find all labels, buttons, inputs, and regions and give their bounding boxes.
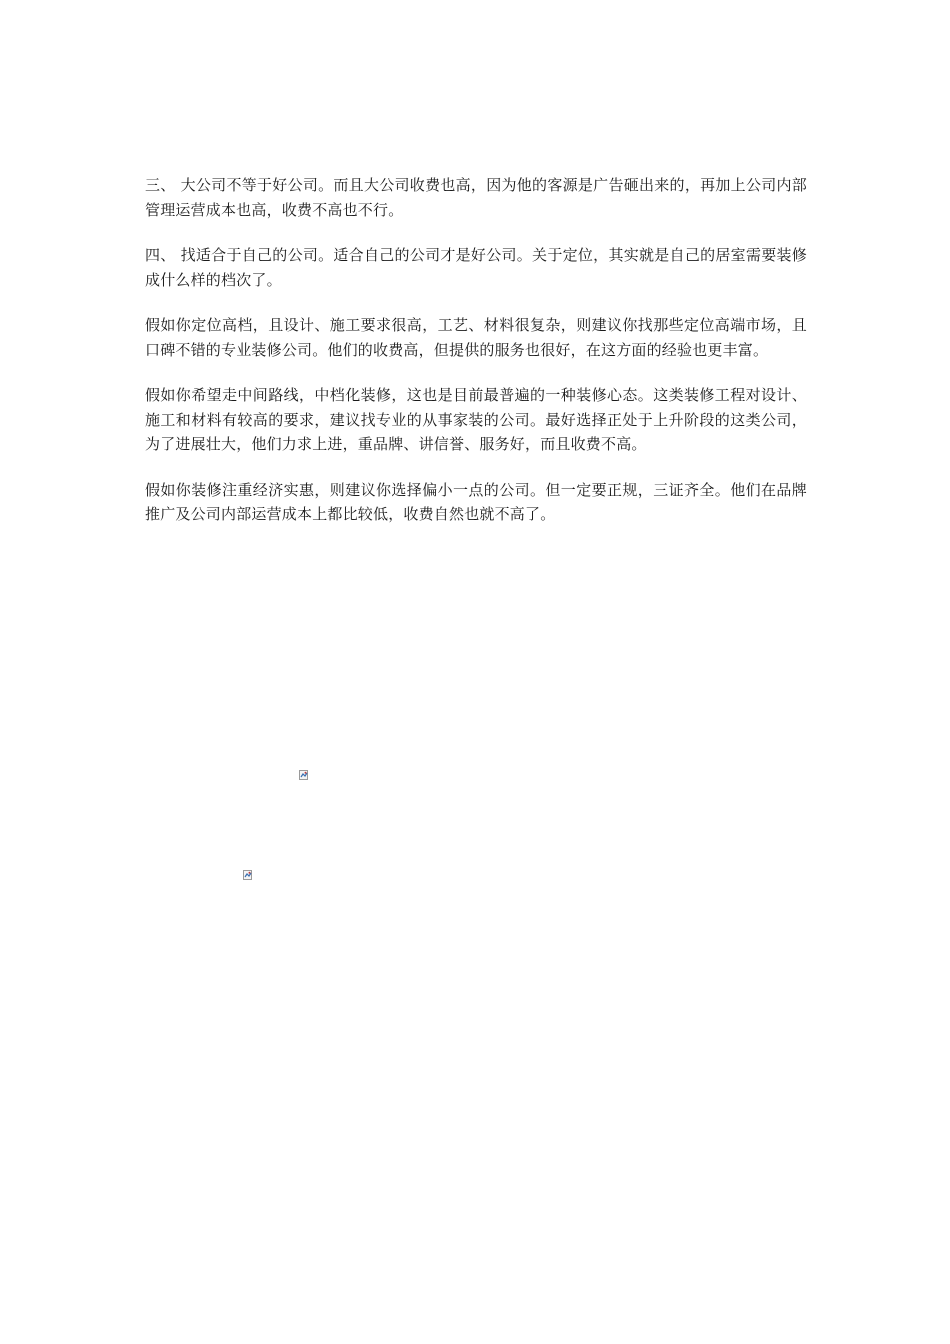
paragraph-large-company: 三、 大公司不等于好公司。而且大公司收费也高，因为他的客源是广告砸出来的，再加上公司内部管理运营成本也高，收费不高也不行。: [145, 176, 807, 219]
document-body: [145, 173, 807, 548]
broken-image-icon: [243, 870, 253, 880]
paragraph-suitable-company: 四、 找适合于自己的公司。适合自己的公司才是好公司。关于定位，其实就是自己的居室需要装修成什么样的档次了。: [145, 246, 807, 289]
paragraph-high-end: 假如你定位高档，且设计、施工要求很高，工艺、材料很复杂，则建议你找那些定位高端市场，且口碑不错的专业装修公司。他们的收费高，但提供的服务也很好，在这方面的经验也更丰富。: [145, 316, 807, 359]
paragraph-mid-range: 假如你希望走中间路线，中档化装修，这也是目前最普遍的一种装修心态。这类装修工程对设计、施工和材料有较高的要求，建议找专业的从事家装的公司。最好选择正处于上升阶段的这类公司，为了进展壮大，他们力求上进，重品牌、讲信誉、服务好，而且收费不高。: [145, 386, 807, 453]
broken-image-icon: [299, 770, 309, 780]
paragraph-economical: 假如你装修注重经济实惠，则建议你选择偏小一点的公司。但一定要正规，三证齐全。他们在品牌推广及公司内部运营成本上都比较低，收费自然也就不高了。: [145, 480, 807, 523]
